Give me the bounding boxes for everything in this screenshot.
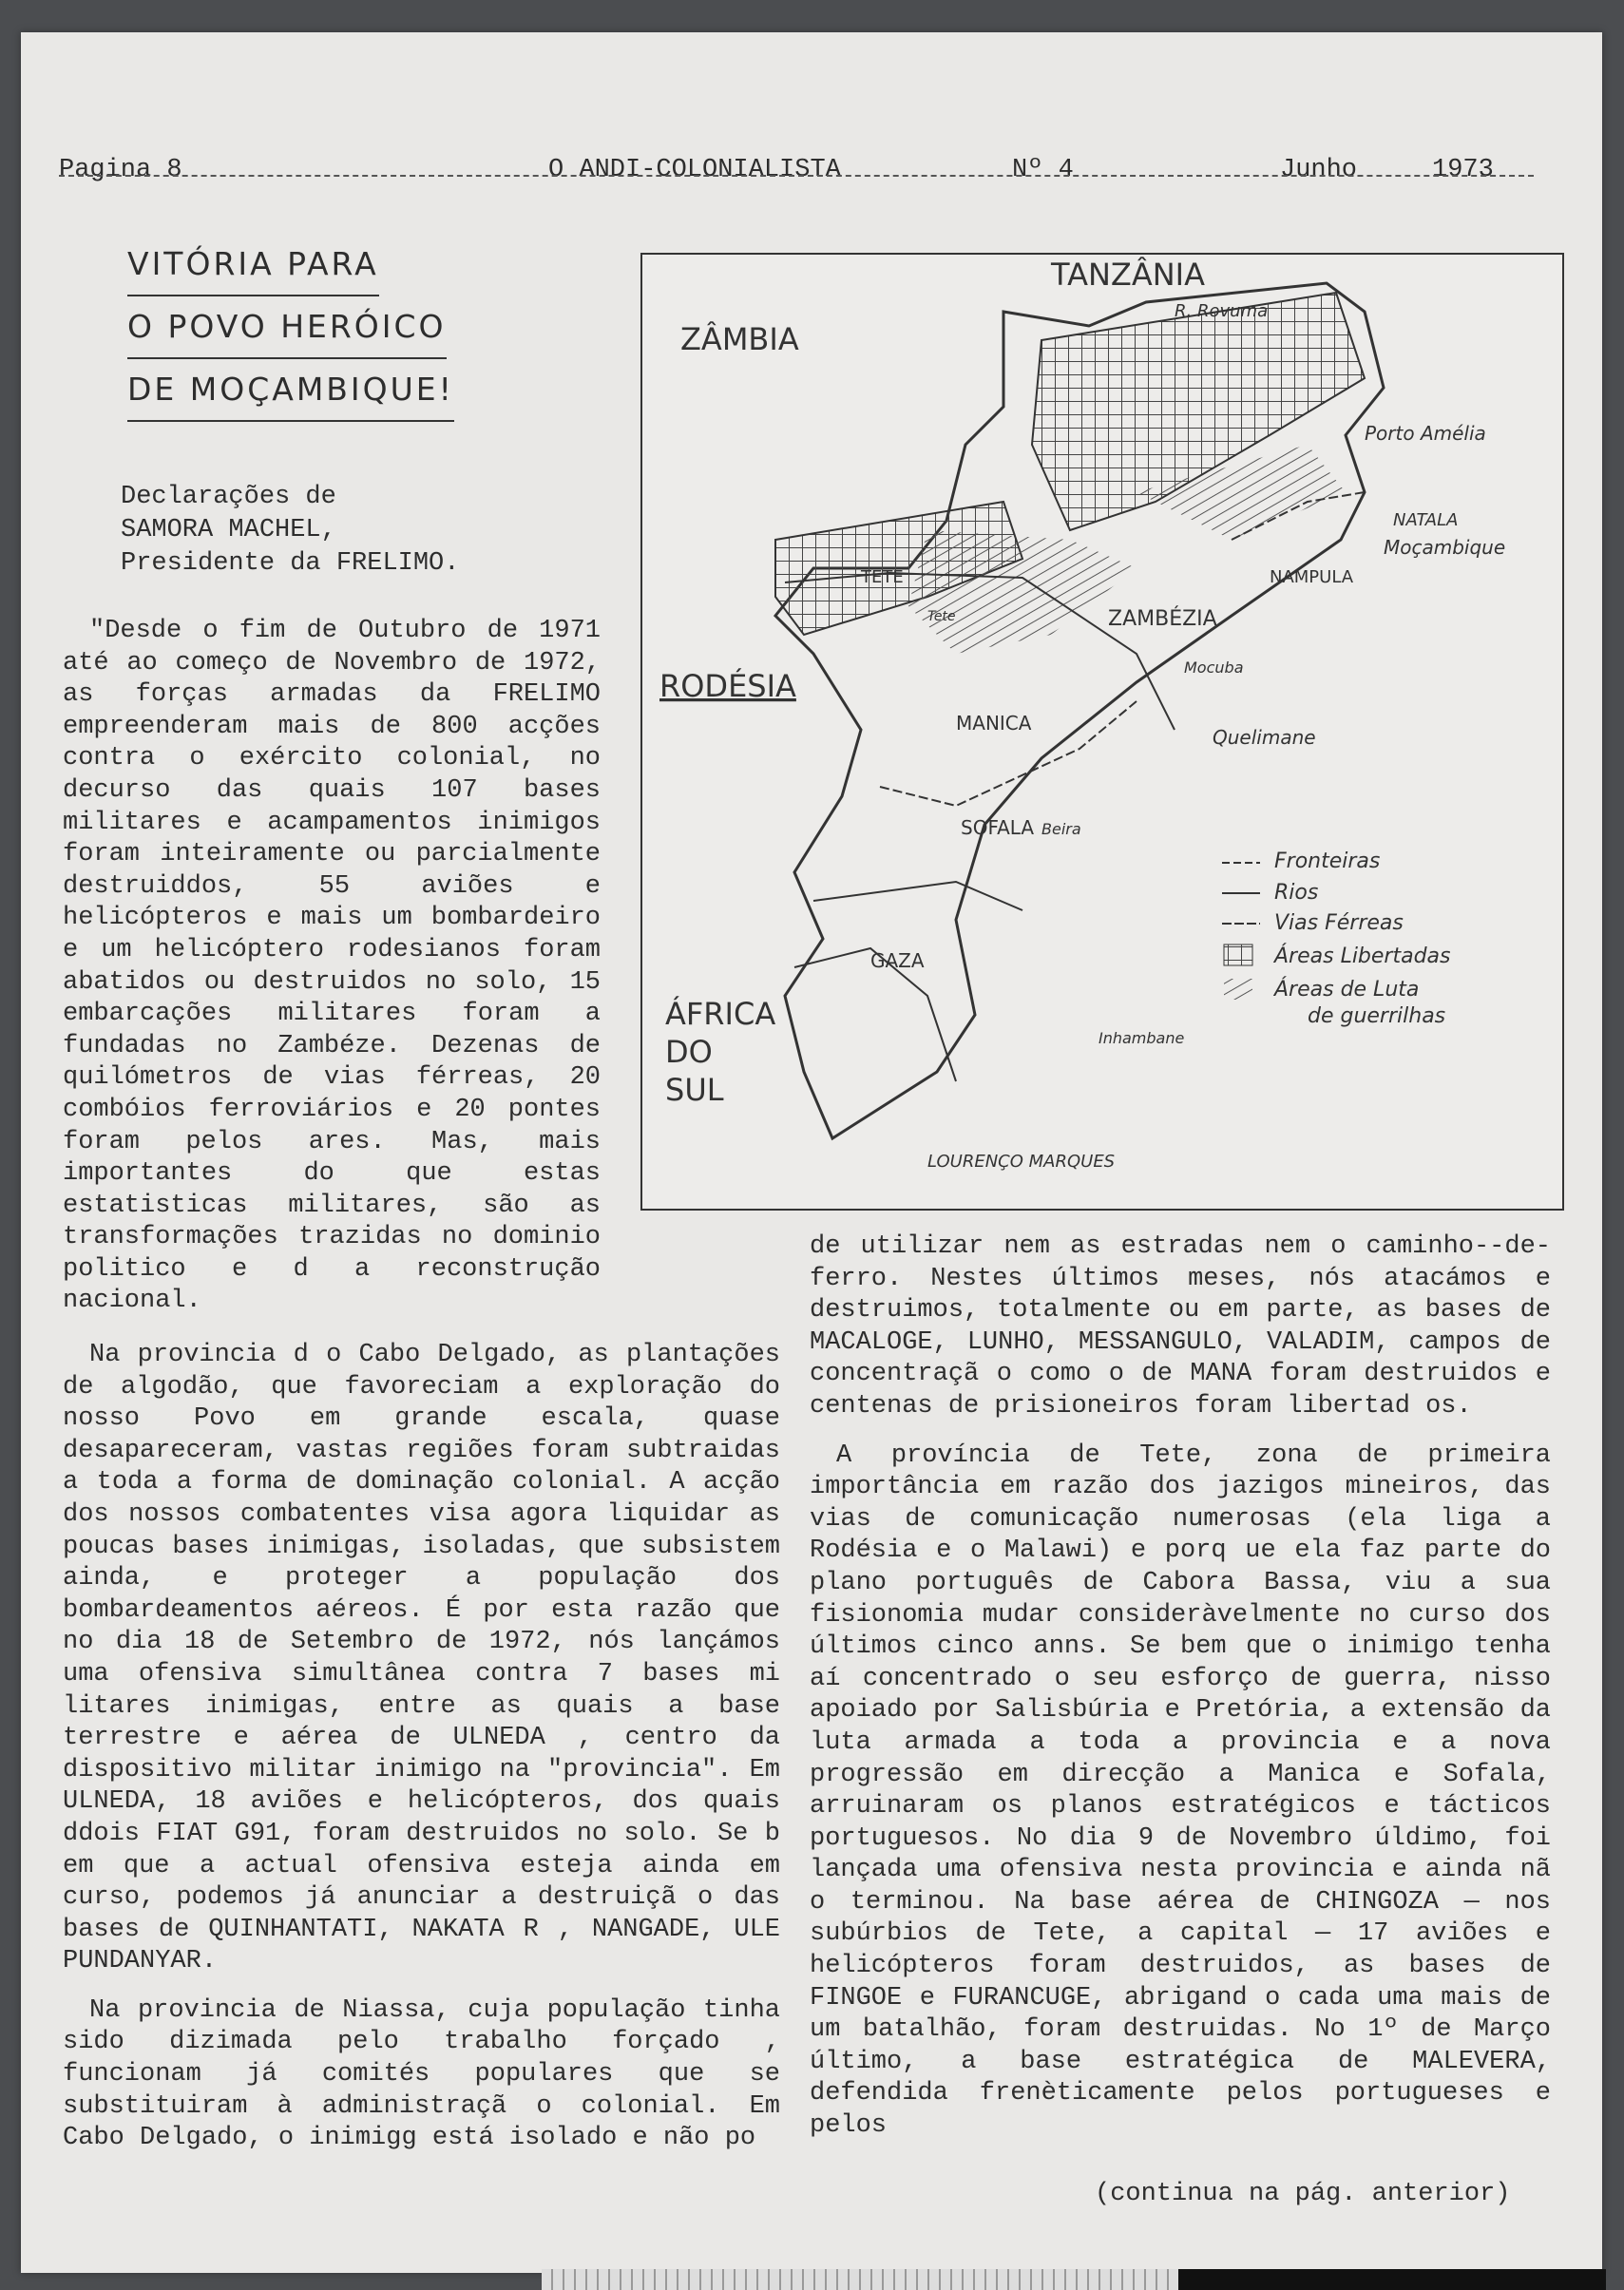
svg-text:TETE: TETE — [861, 567, 904, 587]
svg-text:Tete: Tete — [927, 609, 956, 624]
header-rule — [59, 175, 1534, 177]
publication-name: O ANDI-COLONIALISTA — [548, 156, 841, 184]
map-label-zambia: ZÂMBIA — [680, 321, 799, 357]
svg-text:Moçambique: Moçambique — [1384, 536, 1506, 559]
headline-line-1: VITÓRIA PARA — [127, 234, 379, 296]
map-label-africa-do-sul: ÁFRICA — [665, 996, 776, 1032]
svg-text:NAMPULA: NAMPULA — [1270, 567, 1354, 587]
paragraph: A província de Tete, zona de primeira importância em razão dos jazigos mineiros, das vias de comunicação numerosas (ela liga a Rodésia e o Malawi) e porq ue ela faz parte do plano português de Cabora Bassa, viu a sua fisionomia mudar consideràvelmente no curso dos últimos cinco anns. Se bem que o inimigo tenha aí concentrado o seu esforço de guerra, nisso apoiado por Salisbúria e Pretória, a extensão da luta armada a toda a provincia e a nova progressão em direcção a Manica e Sofala, arruinaram os planos estratégicos e tácticos portuguesos. No dia 9 de Novembro úldimo, foi lançada uma ofensiva nesta provincia e ainda nã o terminou. Na base aérea de CHINGOZA — nos subúrbios de Tete, a capital — 17 aviões e helicópteros foram destruidos, as bases de FINGOE e FURANCUGE, abrigand o cada uma mais de um batalhão, foram destruidas. No 1º de Março último, a base estratégica de MALEVERA, defendida frenèticamente pelos portugueses e pelos — [810, 1441, 1551, 2141]
map-label-tanzania: TANZÂNIA — [1051, 257, 1205, 293]
column-left-bottom — [63, 1340, 780, 2172]
svg-text:Quelimane: Quelimane — [1213, 726, 1316, 749]
svg-text:GAZA: GAZA — [870, 949, 925, 972]
ruler-strip — [542, 2269, 1606, 2290]
byline: Declarações de SAMORA MACHEL, Presidente da FRELIMO. — [121, 483, 460, 578]
mozambique-map — [640, 253, 1564, 1211]
continuation-note: (continua na pág. anterior) — [1095, 2180, 1511, 2208]
issue-year: 1973 — [1432, 156, 1494, 184]
svg-text:MANICA: MANICA — [956, 712, 1032, 735]
paragraph: de utilizar nem as estradas nem o caminho--de-ferro. Nestes últimos meses, nós atacámos e destruimos, totalmente ou em parte, as bases de MACALOGE, LUNHO, MESSANGULO, VALADIM, campos de concentraçã o como o de MANA foram destruidos e centenas de prisioneiros foram libertad os. — [810, 1232, 1551, 1421]
svg-text:Mocuba: Mocuba — [1184, 658, 1244, 677]
map-drawing — [642, 255, 1562, 1209]
paragraph: Na provincia d o Cabo Delgado, as plantações de algodão, que favoreciam a exploração do nosso Povo em grande escala, quase desapareceram, vastas regiões foram subtraidas a toda a forma de dominação colonial. A acção dos nossos combatentes visa agora liquidar as poucas bases inimigas, isoladas, que subsistem ainda, e proteger a população dos bombardeamentos aéreos. É por esta razão que no dia 18 de Setembro de 1972, nós lançámos uma ofensiva simultânea contra 7 bases mi litares inimigas, entre as quais a base terrestre e aérea de ULNEDA , centro da dispositivo militar inimigo na "provincia". Em ULNEDA, 18 aviões e helicópteros, dos quais ddois FIAT G91, foram destruidos no solo. Se b em que a actual ofensiva esteja ainda em curso, podemos já anunciar a destruiçã o das bases de QUINHANTATI, NAKATA R , NANGADE, ULE PUNDANYAR. — [63, 1341, 780, 1976]
paragraph: Na provincia de Niassa, cuja população tinha sido dizimada pelo trabalho forçado , funcionam já comités populares que se substituiram à administraçã o colonial. Em Cabo Delgado, o inimigg está isolado e não po — [63, 1995, 780, 2153]
page-number: Pagina 8 — [59, 156, 182, 184]
svg-text:Rios: Rios — [1274, 881, 1319, 905]
svg-text:ZAMBÉZIA: ZAMBÉZIA — [1108, 607, 1217, 631]
svg-text:Fronteiras: Fronteiras — [1274, 849, 1381, 873]
svg-text:Porto Amélia: Porto Amélia — [1365, 422, 1486, 445]
headline-line-3: DE MOÇAMBIQUE! — [127, 359, 454, 422]
paragraph: "Desde o fim de Outubro de 1971 até ao começo de Novembro de 1972, as forças armadas da FRELIMO empreenderam mais de 800 acções contra o exército colonial, no decurso das quais 107 bases militares e acampamentos inimigos foram inteiramente ou parcialmente destruiddos, 55 aviões e helicópteros e mais um bombardeiro e um helicóptero rodesianos foram abatidos ou destruidos no solo, 15 embarcações militares foram a fundadas no Zambéze. Dezenas de quilómetros de vias férreas, 20 combóios ferroviários e 20 pontes foram pelos ares. Mas, mais importantes do que estas estatisticas militares, são as transformações trazidas no dominio politico e d a reconstrução nacional. — [63, 617, 601, 1316]
svg-text:NATALA: NATALA — [1393, 510, 1459, 530]
map-label-rodesia: RODÉSIA — [659, 668, 796, 704]
svg-text:R. Rovuma: R. Rovuma — [1175, 301, 1269, 321]
svg-text:Áreas de Luta: Áreas de Luta — [1274, 978, 1420, 1002]
column-left-top — [63, 616, 601, 1335]
headline — [127, 234, 454, 422]
svg-text:Beira: Beira — [1041, 820, 1081, 838]
svg-text:Inhambane: Inhambane — [1099, 1029, 1185, 1047]
river-save — [813, 882, 1022, 910]
svg-text:Vias Férreas: Vias Férreas — [1274, 911, 1404, 935]
column-right — [810, 1231, 1551, 2160]
issue-month: Junho — [1280, 156, 1358, 184]
svg-text:SUL: SUL — [665, 1072, 724, 1108]
svg-text:LOURENÇO MARQUES: LOURENÇO MARQUES — [927, 1152, 1116, 1172]
svg-text:Áreas Libertadas: Áreas Libertadas — [1274, 945, 1451, 968]
svg-text:SOFALA: SOFALA — [961, 816, 1035, 839]
guerrilla-area — [908, 530, 1137, 654]
headline-line-2: O POVO HERÓICO — [127, 296, 447, 359]
svg-text:de guerrilhas: de guerrilhas — [1308, 1004, 1446, 1028]
issue-number: Nº 4 — [1012, 156, 1074, 184]
newspaper-page — [21, 32, 1602, 2273]
svg-text:DO: DO — [665, 1034, 713, 1070]
